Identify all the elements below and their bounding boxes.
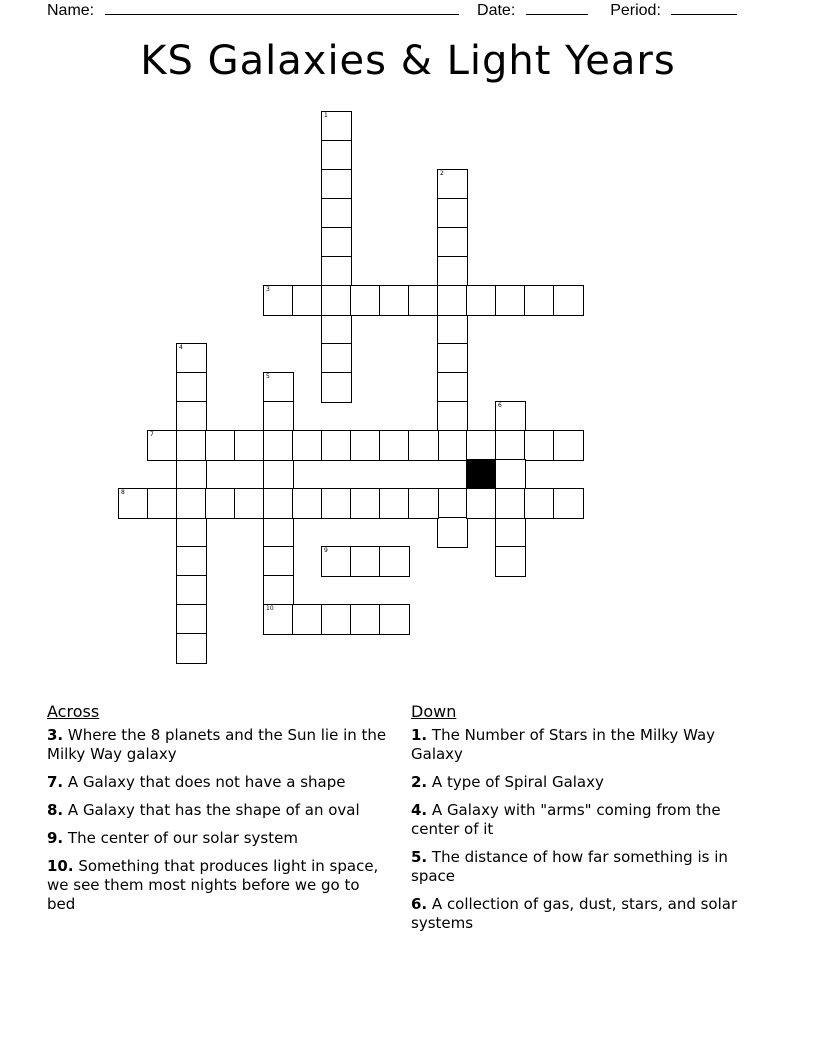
grid-cell[interactable] xyxy=(205,430,236,461)
grid-cell[interactable] xyxy=(495,546,526,577)
grid-cell[interactable] xyxy=(176,575,207,606)
grid-cell[interactable] xyxy=(379,488,410,519)
grid-cell[interactable] xyxy=(292,488,323,519)
grid-cell[interactable] xyxy=(495,401,526,432)
puzzle-title: KS Galaxies & Light Years xyxy=(140,38,676,84)
grid-cell[interactable] xyxy=(524,430,555,461)
grid-cell[interactable] xyxy=(350,285,381,316)
grid-cell[interactable] xyxy=(437,169,468,200)
grid-cell[interactable] xyxy=(553,285,584,316)
grid-cell[interactable] xyxy=(350,430,381,461)
cell-number: 6 xyxy=(498,402,502,409)
grid-cell[interactable] xyxy=(408,285,439,316)
clue-number: 5. xyxy=(411,848,428,866)
grid-cell[interactable] xyxy=(321,285,352,316)
grid-cell[interactable] xyxy=(466,285,497,316)
grid-cell[interactable] xyxy=(379,604,410,635)
clue-number: 7. xyxy=(47,773,64,791)
grid-cell[interactable] xyxy=(176,488,207,519)
cell-number: 5 xyxy=(266,373,270,380)
grid-cell[interactable] xyxy=(524,285,555,316)
across-clue xyxy=(47,857,387,914)
cell-number: 9 xyxy=(324,547,328,554)
grid-cell[interactable] xyxy=(176,517,207,548)
grid-cell[interactable] xyxy=(495,517,526,548)
grid-cell[interactable] xyxy=(553,430,584,461)
clue-text: The distance of how far something is in space xyxy=(411,848,728,885)
grid-cell[interactable] xyxy=(408,430,439,461)
grid-cell[interactable] xyxy=(495,459,526,490)
clue-text: The center of our solar system xyxy=(63,829,298,847)
date-label: Date: xyxy=(477,2,516,19)
grid-cell[interactable] xyxy=(176,372,207,403)
grid-cell[interactable] xyxy=(437,517,468,548)
grid-cell[interactable] xyxy=(437,372,468,403)
grid-block xyxy=(466,459,497,490)
grid-cell[interactable] xyxy=(147,430,178,461)
name-label: Name: xyxy=(47,2,95,19)
grid-cell[interactable] xyxy=(437,430,468,461)
grid-cell[interactable] xyxy=(263,285,294,316)
grid-cell[interactable] xyxy=(263,488,294,519)
down-clue xyxy=(411,773,756,792)
clue-number: 3. xyxy=(47,726,64,744)
clue-text: A Galaxy with "arms" coming from the center of it xyxy=(411,801,721,838)
cell-number: 2 xyxy=(440,170,444,177)
grid-cell[interactable] xyxy=(321,169,352,200)
grid-cell[interactable] xyxy=(176,459,207,490)
grid-cell[interactable] xyxy=(437,488,468,519)
grid-cell[interactable] xyxy=(321,546,352,577)
grid-cell[interactable] xyxy=(292,604,323,635)
grid-cell[interactable] xyxy=(176,401,207,432)
cell-number: 8 xyxy=(121,489,125,496)
grid-cell[interactable] xyxy=(437,401,468,432)
grid-cell[interactable] xyxy=(408,488,439,519)
across-clue xyxy=(47,829,387,848)
grid-cell[interactable] xyxy=(205,488,236,519)
grid-cell[interactable] xyxy=(263,430,294,461)
grid-cell[interactable] xyxy=(350,604,381,635)
down-heading: Down xyxy=(411,702,457,721)
grid-cell[interactable] xyxy=(350,488,381,519)
grid-cell[interactable] xyxy=(234,488,265,519)
grid-cell[interactable] xyxy=(437,198,468,229)
clue-number: 10. xyxy=(47,857,74,875)
grid-cell[interactable] xyxy=(350,546,381,577)
grid-cell[interactable] xyxy=(321,256,352,287)
across-clues xyxy=(47,702,387,923)
grid-cell[interactable] xyxy=(321,372,352,403)
clue-text: A Galaxy that does not have a shape xyxy=(63,773,346,791)
grid-cell[interactable] xyxy=(321,430,352,461)
grid-cell[interactable] xyxy=(437,285,468,316)
grid-cell[interactable] xyxy=(321,198,352,229)
clue-text: A Galaxy that has the shape of an oval xyxy=(63,801,360,819)
grid-cell[interactable] xyxy=(234,430,265,461)
clue-text: Something that produces light in space, we see them most nights before we go to bed xyxy=(47,857,379,913)
grid-cell[interactable] xyxy=(176,546,207,577)
clue-number: 4. xyxy=(411,801,428,819)
grid-cell[interactable] xyxy=(379,285,410,316)
grid-cell[interactable] xyxy=(437,343,468,374)
grid-cell[interactable] xyxy=(321,111,352,142)
grid-cell[interactable] xyxy=(263,517,294,548)
cell-number: 4 xyxy=(179,344,183,351)
grid-cell[interactable] xyxy=(321,314,352,345)
clue-number: 8. xyxy=(47,801,64,819)
grid-cell[interactable] xyxy=(495,285,526,316)
clue-text: A collection of gas, dust, stars, and solar systems xyxy=(411,895,738,932)
grid-cell[interactable] xyxy=(176,430,207,461)
clue-number: 1. xyxy=(411,726,428,744)
grid-cell[interactable] xyxy=(263,546,294,577)
cell-number: 10 xyxy=(266,605,274,612)
grid-cell[interactable] xyxy=(321,140,352,171)
grid-cell[interactable] xyxy=(379,430,410,461)
cell-number: 3 xyxy=(266,286,270,293)
across-clue xyxy=(47,801,387,820)
grid-cell[interactable] xyxy=(466,430,497,461)
clue-text: A type of Spiral Galaxy xyxy=(427,773,604,791)
clue-text: The Number of Stars in the Milky Way Galaxy xyxy=(411,726,716,763)
down-clue xyxy=(411,848,756,886)
grid-cell[interactable] xyxy=(495,488,526,519)
down-clue xyxy=(411,726,756,764)
grid-cell[interactable] xyxy=(379,546,410,577)
grid-cell[interactable] xyxy=(147,488,178,519)
cell-number: 1 xyxy=(324,112,328,119)
grid-cell[interactable] xyxy=(176,343,207,374)
across-clue xyxy=(47,773,387,792)
down-clue xyxy=(411,895,756,933)
clue-number: 2. xyxy=(411,773,428,791)
grid-cell[interactable] xyxy=(263,372,294,403)
grid-cell[interactable] xyxy=(553,488,584,519)
grid-cell[interactable] xyxy=(321,227,352,258)
down-clues xyxy=(411,702,756,942)
grid-cell[interactable] xyxy=(321,343,352,374)
grid-cell[interactable] xyxy=(321,488,352,519)
grid-cell[interactable] xyxy=(437,256,468,287)
grid-cell[interactable] xyxy=(176,633,207,664)
grid-cell[interactable] xyxy=(495,430,526,461)
clue-number: 9. xyxy=(47,829,64,847)
grid-cell[interactable] xyxy=(263,459,294,490)
grid-cell[interactable] xyxy=(466,488,497,519)
grid-cell[interactable] xyxy=(437,314,468,345)
grid-cell[interactable] xyxy=(524,488,555,519)
grid-cell[interactable] xyxy=(263,401,294,432)
grid-cell[interactable] xyxy=(263,604,294,635)
across-clue xyxy=(47,726,387,764)
period-label: Period: xyxy=(610,2,661,19)
clue-number: 6. xyxy=(411,895,428,913)
grid-cell[interactable] xyxy=(292,430,323,461)
cell-number: 7 xyxy=(150,431,154,438)
grid-cell[interactable] xyxy=(321,604,352,635)
grid-cell[interactable] xyxy=(263,575,294,606)
grid-cell[interactable] xyxy=(118,488,149,519)
grid-cell[interactable] xyxy=(292,285,323,316)
grid-cell[interactable] xyxy=(176,604,207,635)
across-heading: Across xyxy=(47,702,100,721)
grid-cell[interactable] xyxy=(437,227,468,258)
down-clue xyxy=(411,801,756,839)
clue-text: Where the 8 planets and the Sun lie in the Milky Way galaxy xyxy=(47,726,387,763)
